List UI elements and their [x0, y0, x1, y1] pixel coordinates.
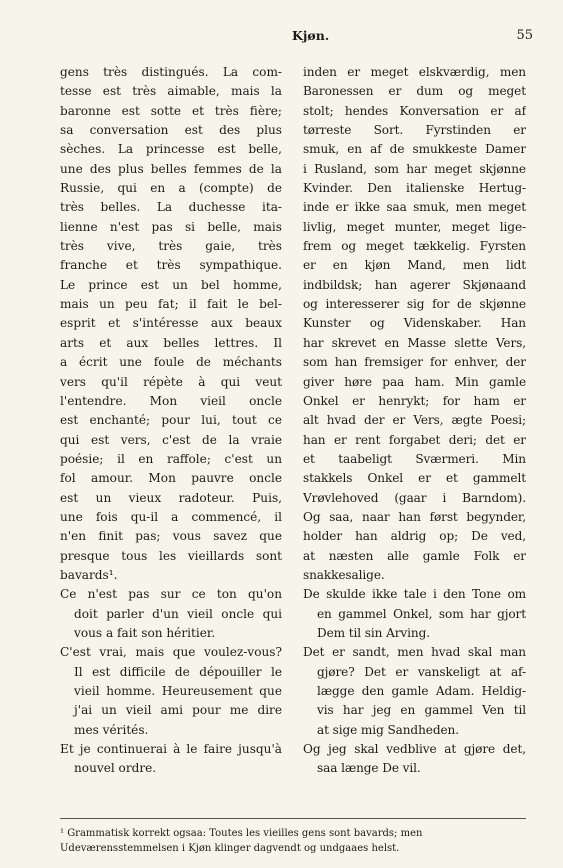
text-line: mais un peu fat; il fait le bel- — [60, 297, 282, 312]
text-line: tesse est très aimable, mais la — [60, 84, 282, 99]
text-line: han er rent forgabet deri; det er — [303, 432, 526, 447]
text-line: en gammel Onkel, som har gjort — [317, 606, 526, 621]
text-line: smuk, en af de smukkeste Damer — [303, 142, 526, 157]
footnote-line: ¹ Grammatisk korrekt ogsaa: Toutes les vieilles gens sont bavards; men — [60, 828, 423, 839]
text-line: Kunster og Videnskaber. Han — [303, 316, 526, 331]
text-line: gens très distingués. La com- — [60, 65, 282, 79]
french-text-column — [60, 63, 282, 779]
text-line: nouvel ordre. — [74, 761, 157, 776]
text-line: Baronessen er dum og meget — [303, 84, 526, 99]
text-line: Ce n'est pas sur ce ton qu'on — [60, 587, 282, 602]
text-line: très belles. La duchesse ita- — [60, 200, 282, 215]
text-line: sa conversation est des plus — [60, 123, 282, 138]
text-line: Onkel er henrykt; for ham er — [303, 393, 526, 408]
text-line: bavards¹. — [60, 567, 118, 582]
text-line: Le prince est un bel homme, — [60, 277, 282, 292]
text-line: indbildsk; han agerer Skjønaand — [303, 277, 526, 292]
text-line: har skrevet en Masse slette Vers, — [303, 335, 526, 350]
text-line: og interesserer sig for de skjønne — [303, 297, 526, 312]
text-line: lægge den gamle Adam. Heldig- — [317, 684, 526, 698]
text-line: une fois qu-il a commencé, il — [60, 509, 282, 524]
footnote-line: Udeværensstemmelsen i Kjøn klinger dagvendt og undgaaes helst. — [60, 843, 400, 854]
text-line: vieil homme. Heureusement que — [74, 684, 282, 698]
text-line: Dem til sin Arving. — [317, 625, 431, 640]
text-line: Kvinder. Den italienske Hertug- — [303, 181, 526, 196]
text-line: n'en finit pas; vous savez que — [60, 529, 282, 544]
text-line: a écrit une foule de méchants — [60, 355, 282, 370]
text-line: livlig, meget munter, meget lige- — [303, 219, 526, 234]
text-line: très vive, très gaie, très — [60, 239, 282, 254]
text-line: De skulde ikke tale i den Tone om — [303, 587, 526, 602]
text-line: lienne n'est pas si belle, mais — [60, 219, 282, 234]
text-line: snakkesalige. — [303, 567, 385, 582]
text-line: fol amour. Mon pauvre oncle — [60, 471, 282, 486]
danish-text-column — [303, 63, 526, 779]
text-line: Russie, qui en a (compte) de — [60, 181, 282, 196]
text-line: et taabeligt Sværmeri. Min — [303, 451, 526, 466]
text-line: giver høre paa ham. Min gamle — [303, 374, 526, 389]
text-line: baronne est sotte et très fière; — [60, 103, 282, 118]
text-line: j'ai un vieil ami pour me dire — [74, 703, 282, 718]
text-line: tørreste Sort. Fyrstinden er — [303, 123, 526, 138]
text-line: mes vérités. — [74, 722, 149, 737]
text-line: alt hvad der er Vers, ægte Poesi; — [303, 413, 526, 428]
text-line: vis har jeg en gammel Ven til — [317, 703, 526, 718]
text-line: franche et très sympathique. — [60, 258, 282, 273]
text-line: saa længe De vil. — [317, 761, 421, 776]
footnote — [60, 826, 530, 856]
text-line: presque tous les vieillards sont — [60, 548, 282, 563]
text-line: som han fremsiger for enhver, der — [303, 355, 526, 370]
text-line: Og saa, naar han først begynder, — [303, 509, 526, 524]
text-line: inde er ikke saa smuk, men meget — [303, 200, 526, 215]
text-line: Vrøvlehoved (gaar i Barndom). — [303, 490, 526, 505]
text-line: doit parler d'un vieil oncle qui — [74, 606, 282, 621]
text-line: vous a fait son héritier. — [74, 625, 216, 640]
text-line: l'entendre. Mon vieil oncle — [60, 393, 282, 408]
text-line: sèches. La princesse est belle, — [60, 142, 282, 157]
text-line: gjøre? Det er vanskeligt at af- — [317, 664, 526, 679]
text-line: at næsten alle gamle Folk er — [303, 548, 526, 563]
text-line: est enchanté; pour lui, tout ce — [60, 413, 282, 428]
text-line: frem og meget tækkelig. Fyrsten — [303, 239, 526, 254]
text-line: vers qu'il répète à qui veut — [60, 374, 282, 389]
text-line: stakkels Onkel er et gammelt — [303, 471, 526, 486]
text-line: Det er sandt, men hvad skal man — [303, 645, 526, 660]
text-line: Et je continuerai à le faire jusqu'à — [60, 742, 282, 757]
text-line: holder han aldrig op; De ved, — [303, 529, 526, 544]
text-line: er en kjøn Mand, men lidt — [303, 258, 526, 273]
page-header — [0, 28, 563, 48]
text-line: une des plus belles femmes de la — [60, 161, 282, 176]
text-line: esprit et s'intéresse aux beaux — [60, 316, 282, 331]
text-line: Og jeg skal vedblive at gjøre det, — [303, 742, 526, 757]
text-line: arts et aux belles lettres. Il — [60, 335, 282, 350]
page-number: 55 — [516, 28, 533, 43]
text-line: qui est vers, c'est de la vraie — [60, 432, 282, 447]
running-title: Kjøn. — [292, 28, 330, 43]
text-line: Il est difficile de dépouiller le — [74, 664, 282, 679]
text-line: stolt; hendes Konversation er af — [303, 103, 526, 118]
footnote-divider — [60, 818, 526, 819]
text-line: C'est vrai, mais que voulez-vous? — [60, 645, 282, 660]
text-line: est un vieux radoteur. Puis, — [60, 490, 282, 505]
text-line: poésie; il en raffole; c'est un — [60, 451, 282, 466]
text-line: at sige mig Sandheden. — [317, 722, 459, 737]
text-line: i Rusland, som har meget skjønne — [303, 161, 526, 176]
text-line: inden er meget elskværdig, men — [303, 65, 526, 79]
